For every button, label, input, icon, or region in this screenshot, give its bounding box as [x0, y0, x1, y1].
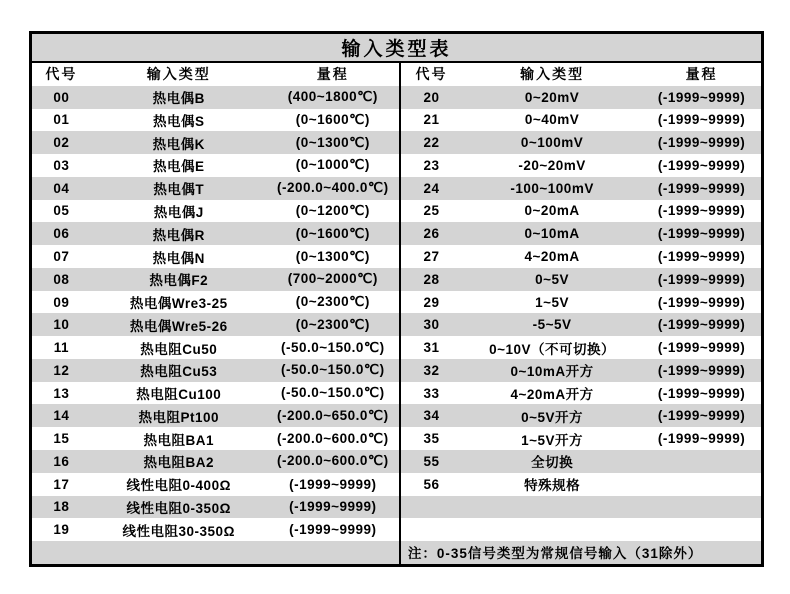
type-cell: 0~5V	[535, 271, 570, 287]
table-row	[32, 404, 399, 427]
range-cell: (-200.0~400.0℃)	[276, 180, 389, 196]
range-cell: (-200.0~600.0℃)	[276, 453, 389, 469]
code-cell: 55	[423, 453, 440, 469]
type-cell: 线性电阻30-350Ω	[122, 523, 235, 539]
code-cell: 12	[53, 362, 70, 378]
type-cell: 热电偶K	[152, 136, 205, 152]
table-row	[32, 427, 399, 450]
range-cell: (0~1600℃)	[295, 111, 370, 127]
table-row	[401, 154, 761, 177]
type-cell: 热电阻Cu53	[140, 364, 218, 380]
type-cell: 热电偶J	[153, 204, 204, 220]
code-cell: 31	[423, 340, 440, 356]
code-cell: 06	[53, 226, 70, 242]
type-cell: 0~10V（不可切换）	[489, 341, 616, 357]
table-row	[32, 450, 399, 473]
range-cell: (-1999~9999)	[657, 226, 746, 242]
left-header-code: 代号	[45, 66, 78, 83]
code-cell: 17	[53, 476, 70, 492]
code-cell: 09	[53, 294, 70, 310]
code-cell: 16	[53, 453, 70, 469]
type-cell: 全切换	[531, 455, 574, 471]
left-note-row-empty	[32, 541, 399, 564]
type-cell: 0~20mA	[524, 203, 580, 219]
code-cell: 26	[423, 226, 440, 242]
type-cell: 0~20mV	[524, 89, 580, 105]
left-header-row	[32, 63, 399, 86]
table-row	[401, 245, 761, 268]
range-cell: (0~1200℃)	[295, 202, 370, 218]
table-right-half	[401, 63, 761, 564]
code-cell: 07	[53, 249, 70, 264]
type-cell: 热电阻BA1	[143, 432, 214, 448]
type-cell: 热电偶R	[152, 227, 205, 243]
type-cell: 1~5V	[535, 294, 570, 310]
code-cell: 18	[53, 499, 70, 515]
type-cell: 热电偶F2	[149, 273, 209, 289]
range-cell: (-1999~9999)	[657, 362, 746, 378]
input-type-table	[29, 31, 764, 567]
table-row	[401, 291, 761, 314]
table-row	[32, 268, 399, 291]
range-cell: (0~1300℃)	[295, 134, 370, 150]
type-cell: 0~5V开方	[521, 409, 584, 425]
table-row	[32, 222, 399, 245]
table-row	[401, 200, 761, 223]
range-cell: (0~1000℃)	[295, 157, 370, 173]
code-cell: 05	[53, 203, 70, 219]
range-cell: (400~1800℃)	[287, 89, 378, 105]
code-cell: 15	[53, 431, 70, 447]
range-cell: (0~1600℃)	[295, 225, 370, 241]
type-cell: 热电偶T	[153, 182, 205, 198]
type-cell: 热电阻BA2	[143, 455, 214, 471]
range-cell: (0~2300℃)	[295, 316, 370, 332]
code-cell: 02	[53, 135, 70, 151]
type-cell: -5~5V	[532, 317, 572, 333]
type-cell: 热电偶E	[152, 159, 205, 175]
code-cell: 25	[423, 203, 440, 219]
type-cell: 热电偶S	[152, 113, 205, 129]
table-row	[401, 336, 761, 359]
type-cell: 热电偶N	[152, 250, 205, 266]
code-cell: 56	[423, 476, 440, 492]
type-cell: 热电偶B	[152, 91, 205, 107]
table-row	[401, 496, 761, 519]
range-cell: (-1999~9999)	[657, 180, 746, 196]
range-cell: (-1999~9999)	[657, 249, 746, 264]
range-cell: (-50.0~150.0℃)	[281, 362, 385, 378]
table-row	[401, 131, 761, 154]
range-cell: (-1999~9999)	[657, 89, 746, 105]
code-cell: 13	[53, 385, 70, 401]
type-cell: -20~20mV	[518, 157, 586, 173]
type-cell: 0~100mV	[520, 135, 584, 151]
note-row: 注：0-35信号类型为常规信号输入（31除外）	[401, 541, 761, 564]
range-cell: (-1999~9999)	[657, 317, 746, 333]
left-header-type: 输入类型	[146, 66, 211, 83]
code-cell: 01	[53, 112, 70, 128]
table-row	[401, 518, 761, 541]
table-row	[401, 313, 761, 336]
range-cell: (-1999~9999)	[657, 294, 746, 310]
table-row	[32, 109, 399, 132]
table-row	[32, 154, 399, 177]
code-cell: 34	[423, 408, 440, 424]
type-cell: -100~100mV	[510, 180, 594, 196]
table-row	[401, 268, 761, 291]
type-cell: 0~40mV	[524, 112, 580, 128]
type-cell: 0~10mA开方	[510, 364, 594, 380]
code-cell: 04	[53, 180, 70, 196]
type-cell: 热电偶Wre5-26	[129, 318, 228, 334]
range-cell: (-1999~9999)	[657, 385, 746, 401]
range-cell: (-1999~9999)	[657, 340, 746, 356]
range-cell: (-1999~9999)	[657, 157, 746, 173]
type-cell: 热电阻Cu100	[136, 387, 222, 403]
table-row	[32, 177, 399, 200]
table-row	[32, 518, 399, 541]
range-cell: (-1999~9999)	[289, 476, 377, 492]
table-row	[401, 473, 761, 496]
table-row	[401, 382, 761, 405]
type-cell: 特殊规格	[524, 478, 581, 494]
table-row	[32, 382, 399, 405]
table-row	[32, 86, 399, 109]
type-cell: 热电阻Pt100	[138, 409, 219, 425]
code-cell: 00	[53, 89, 70, 105]
table-left-half	[32, 63, 401, 564]
table-row	[32, 359, 399, 382]
range-cell: (-1999~9999)	[657, 431, 746, 447]
range-cell: (-200.0~650.0℃)	[276, 407, 389, 423]
right-header-code: 代号	[415, 66, 448, 83]
table-row	[401, 427, 761, 450]
code-cell: 10	[53, 317, 70, 333]
code-cell: 23	[423, 157, 440, 173]
table-row	[401, 109, 761, 132]
code-cell: 27	[423, 249, 440, 264]
table-row	[32, 245, 399, 268]
range-cell: (-1999~9999)	[657, 135, 746, 151]
table-row	[32, 291, 399, 314]
code-cell: 28	[423, 271, 440, 287]
code-cell: 32	[423, 362, 440, 378]
range-cell: (-50.0~150.0℃)	[281, 385, 385, 401]
right-header-type: 输入类型	[520, 66, 585, 83]
type-cell: 4~20mA	[524, 249, 580, 264]
type-cell: 4~20mA开方	[510, 387, 594, 403]
code-cell: 14	[53, 408, 70, 424]
range-cell: (0~1300℃)	[295, 248, 370, 264]
table-row	[401, 86, 761, 109]
range-cell: (-1999~9999)	[657, 408, 746, 424]
type-cell: 线性电阻0-350Ω	[126, 500, 231, 516]
right-header-range: 量程	[685, 66, 718, 83]
range-cell: (-1999~9999)	[289, 499, 377, 515]
range-cell: (700~2000℃)	[287, 271, 378, 287]
table-row	[32, 473, 399, 496]
table-row	[401, 404, 761, 427]
table-row	[401, 359, 761, 382]
right-header-row	[401, 63, 761, 86]
code-cell: 33	[423, 385, 440, 401]
table-row	[32, 200, 399, 223]
table-row	[401, 222, 761, 245]
code-cell: 03	[53, 157, 70, 173]
range-cell: (-50.0~150.0℃)	[281, 339, 385, 355]
table-title: 输入类型表	[32, 34, 761, 63]
code-cell: 22	[423, 135, 440, 151]
type-cell: 线性电阻0-400Ω	[126, 478, 231, 494]
code-cell: 30	[423, 317, 440, 333]
range-cell: (-200.0~600.0℃)	[276, 430, 389, 446]
range-cell: (0~2300℃)	[295, 294, 370, 310]
table-row	[401, 450, 761, 473]
range-cell: (-1999~9999)	[657, 203, 746, 219]
range-cell: (-1999~9999)	[289, 522, 377, 538]
table-row	[32, 496, 399, 519]
table-row	[32, 336, 399, 359]
code-cell: 08	[53, 271, 70, 287]
range-cell: (-1999~9999)	[657, 112, 746, 128]
code-cell: 29	[423, 294, 440, 310]
code-cell: 24	[423, 180, 440, 196]
table-row	[32, 313, 399, 336]
code-cell: 35	[423, 431, 440, 447]
code-cell: 11	[53, 340, 69, 356]
table-body	[32, 63, 761, 564]
left-header-range: 量程	[316, 66, 349, 83]
type-cell: 热电偶Wre3-25	[129, 296, 228, 312]
type-cell: 1~5V开方	[521, 432, 584, 448]
code-cell: 21	[423, 112, 440, 128]
table-row	[32, 131, 399, 154]
code-cell: 19	[53, 522, 70, 538]
table-row	[401, 177, 761, 200]
type-cell: 热电阻Cu50	[140, 341, 218, 357]
range-cell: (-1999~9999)	[657, 271, 746, 287]
type-cell: 0~10mA	[524, 226, 580, 242]
code-cell: 20	[423, 89, 440, 105]
